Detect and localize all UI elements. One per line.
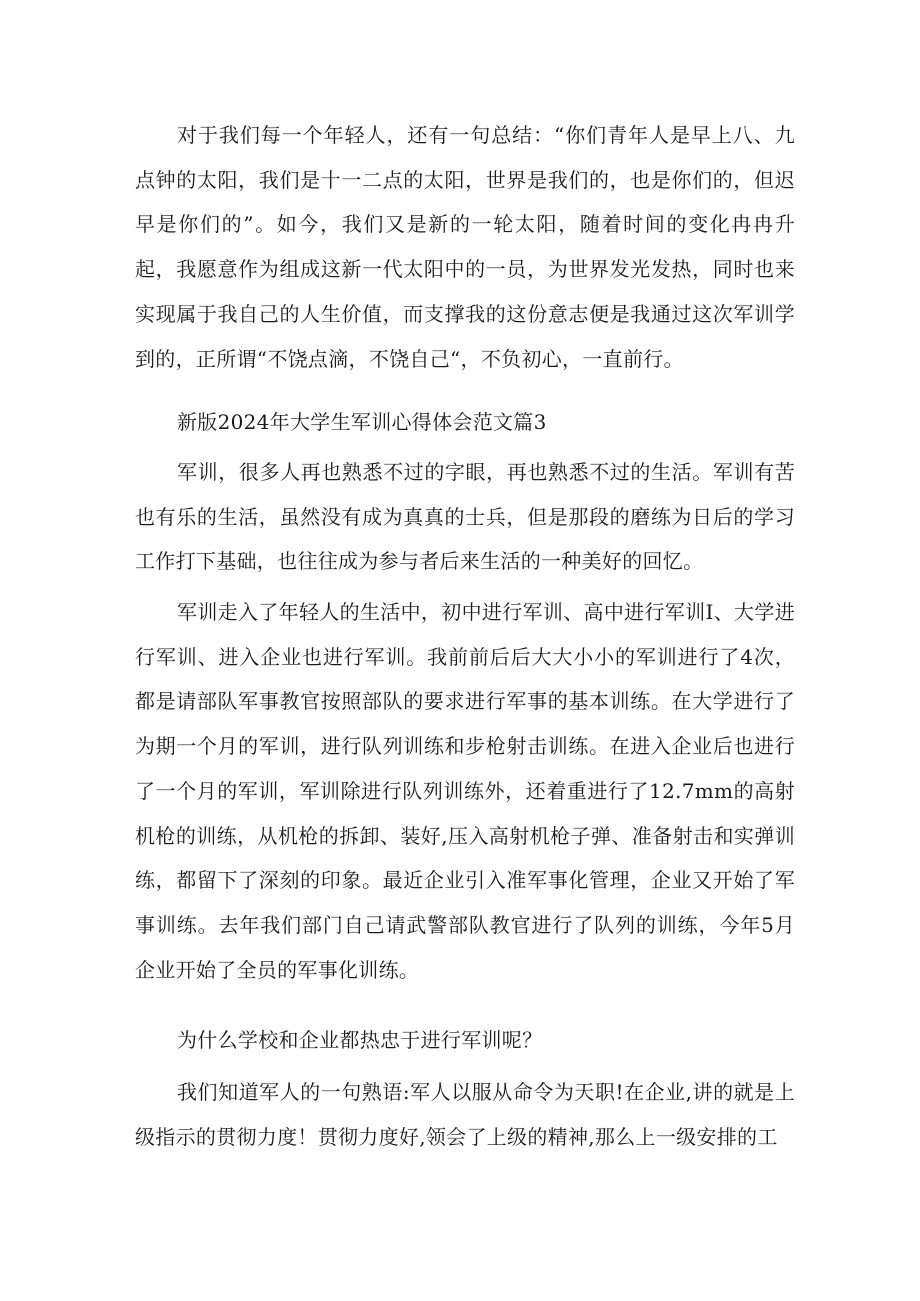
paragraph-youth-sun: 对于我们每一个年轻人，还有一句总结：“你们青年人是早上八、九点钟的太阳，我们是十一二点的太阳，世界是我们的，也是你们的，但迟早是你们的”。如今，我们又是新的一轮太阳，随着时间的变化冉冉升起，我愿意作为组成这新一代太阳中的一员，为世界发光发热，同时也来实现属于我自己的人生价值，而支撑我的这份意志便是我通过这次军训学到的，正所谓“不饶点滴，不饶自己“，不负初心，一直前行。 bbox=[135, 123, 795, 371]
paragraph-training-experience: 军训走入了年轻人的生活中，初中进行军训、高中进行军训I、大学进行军训、进入企业也进行军训。我前前后后大大小小的军训进行了4次，都是请部队军事教官按照部队的要求进行军事的基本训练。在大学进行了为期一个月的军训，进行队列训练和步枪射击训练。在进入企业后也进行了一个月的军训，军训除进行队列训练外，还着重进行了12.7mm的高射机枪的训练，从机枪的拆卸、装好,压入高射机枪子弹、准备射击和实弹训练，都留下了深刻的印象。最近企业引入准军事化管理，企业又开始了军事训练。去年我们部门自己请武警部队教官进行了队列的训练，今年5月企业开始了全员的军事化训练。 bbox=[135, 600, 795, 982]
paragraph-military-training-intro: 军训，很多人再也熟悉不过的字眼，再也熟悉不过的生活。军训有苦也有乐的生活，虽然没有成为真真的士兵，但是那段的磨练为日后的学习工作打下基础，也往往成为参与者后来生活的一种美好的回忆。 bbox=[135, 460, 795, 574]
paragraph-obey-orders: 我们知道军人的一句熟语:军人以服从命令为天职!在企业,讲的就是上级指示的贯彻力度！贯彻力度好,领会了上级的精神,那么上一级安排的工 bbox=[135, 1080, 795, 1149]
paragraph-question: 为什么学校和企业都热忠于进行军训呢？ bbox=[177, 1028, 543, 1052]
section-heading: 新版2024年大学生军训心得体会范文篇3 bbox=[177, 410, 547, 434]
